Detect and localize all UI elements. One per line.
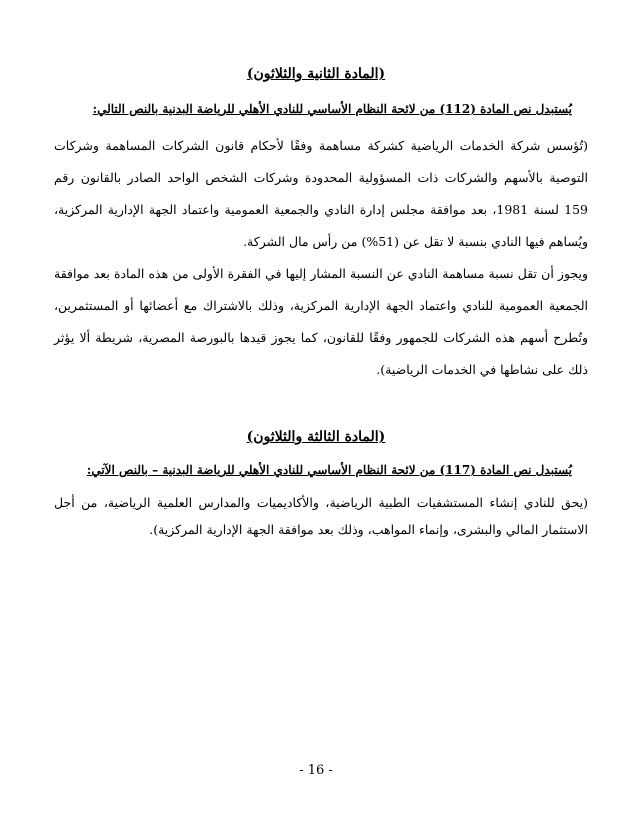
page-number: - 16 - xyxy=(299,763,333,778)
article-32-paragraph-1: (تُؤسس شركة الخدمات الرياضية كشركة مساهمة وفقًا لأحكام قانون الشركات المساهمة وشركات التوصية بالأسهم والشركات ذات المسؤولية المحدودة وشركات الشخص الواحد الصادر بالقانون رقم 159 لسنة 1981، بعد موافقة مجلس إدارة النادي والجمعية العمومية واعتماد الجهة الإدارية المركزية، ويُساهم فيها النادي بنسبة لا تقل عن (51%) من رأس مال الشركة. xyxy=(54,138,588,249)
article-32-intro: يُستبدل نص المادة (112) من لائحة النظام الأساسي للنادي الأهلي للرياضة البدنية بالنص التالي: xyxy=(92,102,572,116)
article-33-paragraph-1: (يحق للنادي إنشاء المستشفيات الطبية الرياضية، والأكاديميات والمدارس العلمية الرياضية، من أجل الاستثمار المالي والبشرى، وإنماء المواهب، وذلك بعد موافقة الجهة الإدارية المركزية). xyxy=(54,495,588,537)
article-32-paragraph-2: ويجوز أن تقل نسبة مساهمة النادي عن النسبة المشار إليها في الفقرة الأولى من هذه المادة بعد موافقة الجمعية العمومية للنادي واعتماد الجهة الإدارية المركزية، وذلك بالاشتراك مع أعضائها أو المستثمرين، وتُطرح أسهم هذه الشركات للجمهور وفقًا للقانون، كما يجوز قيدها بالبورصة المصرية، شريطة ألا يؤثر ذلك على نشاطها في الخدمات الرياضية). xyxy=(54,266,588,377)
article-33-intro: يُستبدل نص المادة (117) من لائحة النظام الأساسي للنادي الأهلي للرياضة البدنية – بالنص الآتي: xyxy=(86,463,572,477)
article-33-heading: (المادة الثالثة والثلاثون) xyxy=(246,429,386,445)
article-32-heading: (المادة الثانية والثلاثون) xyxy=(246,66,386,82)
